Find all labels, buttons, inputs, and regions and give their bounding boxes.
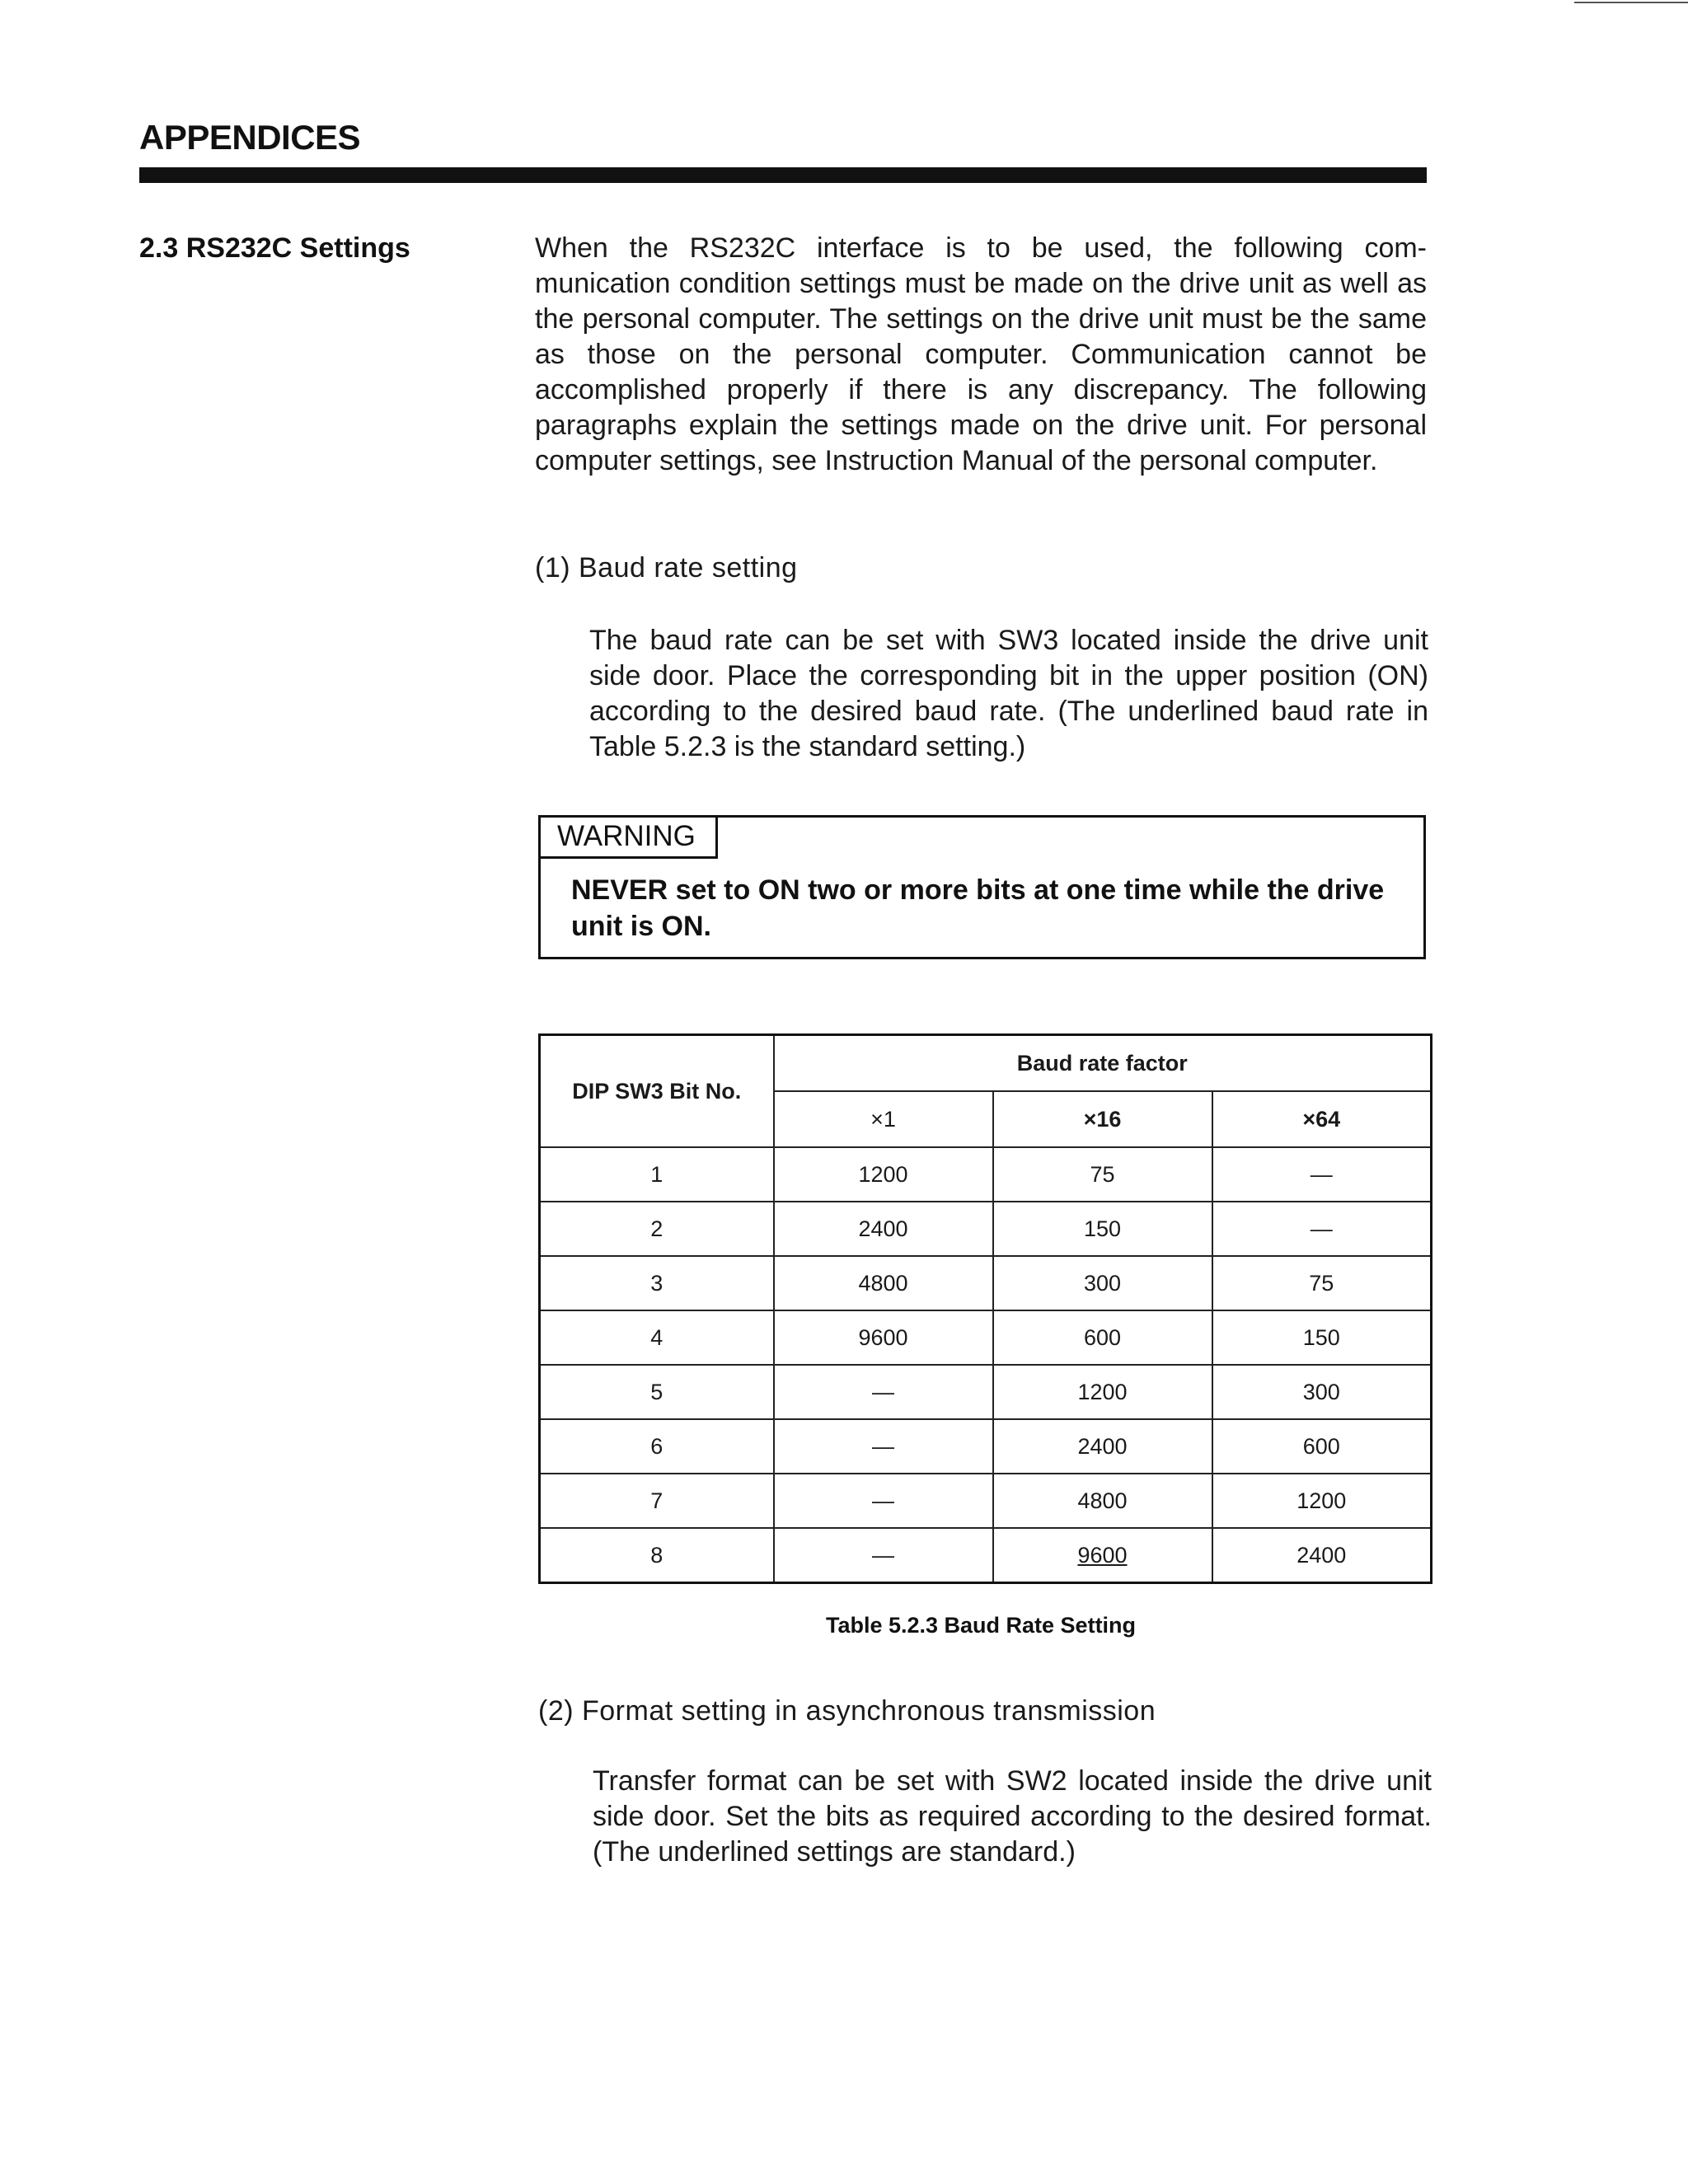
baud-rate-paragraph: The baud rate can be set with SW3 located inside the drive unit side door. Place the corresponding bit in the upper position (ON) according to the desired baud rate. (The underlined baud rate in Table 5.2.3 is the standard setting.) bbox=[589, 625, 1428, 762]
table-cell-x1: — bbox=[774, 1365, 993, 1419]
intro-paragraph: When the RS232C interface is to be used, the following com-munication condition settings must be made on the drive unit as well as the personal computer. The settings on the drive unit must be the same as those on the personal computer. Communication cannot be accomplished properly if there is any discrepancy. The following paragraphs explain the settings made on the drive unit. For personal computer settings, see Instruction Manual of the personal computer. bbox=[535, 232, 1427, 476]
table-cell-bit: 5 bbox=[540, 1365, 774, 1419]
table-row bbox=[540, 1419, 1432, 1474]
table-cell-x64: — bbox=[1212, 1202, 1432, 1256]
table-cell-x64: 300 bbox=[1212, 1365, 1432, 1419]
table-cell-x1: 9600 bbox=[774, 1310, 993, 1365]
table-cell-bit: 3 bbox=[540, 1256, 774, 1310]
table-cell-bit: 2 bbox=[540, 1202, 774, 1256]
table-cell-x1: 4800 bbox=[774, 1256, 993, 1310]
baud-rate-heading: (1) Baud rate setting bbox=[535, 552, 798, 583]
scan-edge-line bbox=[1574, 2, 1688, 3]
table-cell-x64: 1200 bbox=[1212, 1474, 1432, 1528]
page-section-heading: APPENDICES bbox=[139, 118, 361, 157]
table-row bbox=[540, 1528, 1432, 1583]
format-setting-paragraph: Transfer format can be set with SW2 located inside the drive unit side door. Set the bits as required according to the desired format. (The underlined settings are standard.) bbox=[593, 1765, 1432, 1868]
table-cell-x64: 150 bbox=[1212, 1310, 1432, 1365]
warning-box bbox=[538, 815, 1426, 959]
table-header-bit-no: DIP SW3 Bit No. bbox=[540, 1035, 774, 1148]
subsection-heading: 2.3 RS232C Settings bbox=[139, 232, 410, 264]
table-cell-x16: 300 bbox=[993, 1256, 1212, 1310]
table-cell-x16: 600 bbox=[993, 1310, 1212, 1365]
table-cell-x16: 75 bbox=[993, 1147, 1212, 1202]
table-row bbox=[540, 1365, 1432, 1419]
format-setting-heading: (2) Format setting in asynchronous transmission bbox=[538, 1695, 1156, 1727]
table-header-x64: ×64 bbox=[1212, 1091, 1432, 1147]
table-caption: Table 5.2.3 Baud Rate Setting bbox=[825, 1613, 1137, 1638]
baud-rate-table bbox=[538, 1033, 1432, 1584]
table-cell-bit: 6 bbox=[540, 1419, 774, 1474]
table-cell-x64: 75 bbox=[1212, 1256, 1432, 1310]
table-cell-x16: 4800 bbox=[993, 1474, 1212, 1528]
table-cell-bit: 1 bbox=[540, 1147, 774, 1202]
table-cell-x1: 2400 bbox=[774, 1202, 993, 1256]
warning-label: WARNING bbox=[541, 818, 718, 859]
table-cell-bit: 7 bbox=[540, 1474, 774, 1528]
table-cell-x16: 150 bbox=[993, 1202, 1212, 1256]
table-cell-bit: 8 bbox=[540, 1528, 774, 1583]
table-header-x1: ×1 bbox=[774, 1091, 993, 1147]
table-cell-x64: 2400 bbox=[1212, 1528, 1432, 1583]
table-row bbox=[540, 1310, 1432, 1365]
table-cell-x64: — bbox=[1212, 1147, 1432, 1202]
table-row bbox=[540, 1474, 1432, 1528]
table-cell-x16: 2400 bbox=[993, 1419, 1212, 1474]
table-row bbox=[540, 1147, 1432, 1202]
header-rule bbox=[139, 167, 1427, 183]
table-cell-x16: 9600 bbox=[993, 1528, 1212, 1583]
table-cell-x16: 1200 bbox=[993, 1365, 1212, 1419]
table-row bbox=[540, 1202, 1432, 1256]
table-cell-x1: — bbox=[774, 1474, 993, 1528]
table-cell-bit: 4 bbox=[540, 1310, 774, 1365]
table-row bbox=[540, 1256, 1432, 1310]
table-cell-x1: — bbox=[774, 1419, 993, 1474]
table-cell-x1: 1200 bbox=[774, 1147, 993, 1202]
table-header-baud-factor: Baud rate factor bbox=[774, 1035, 1432, 1092]
warning-text: NEVER set to ON two or more bits at one time while the drive unit is ON. bbox=[571, 874, 1385, 942]
table-header-x16: ×16 bbox=[993, 1091, 1212, 1147]
table-body bbox=[540, 1147, 1432, 1583]
table-cell-x1: — bbox=[774, 1528, 993, 1583]
table-cell-x64: 600 bbox=[1212, 1419, 1432, 1474]
